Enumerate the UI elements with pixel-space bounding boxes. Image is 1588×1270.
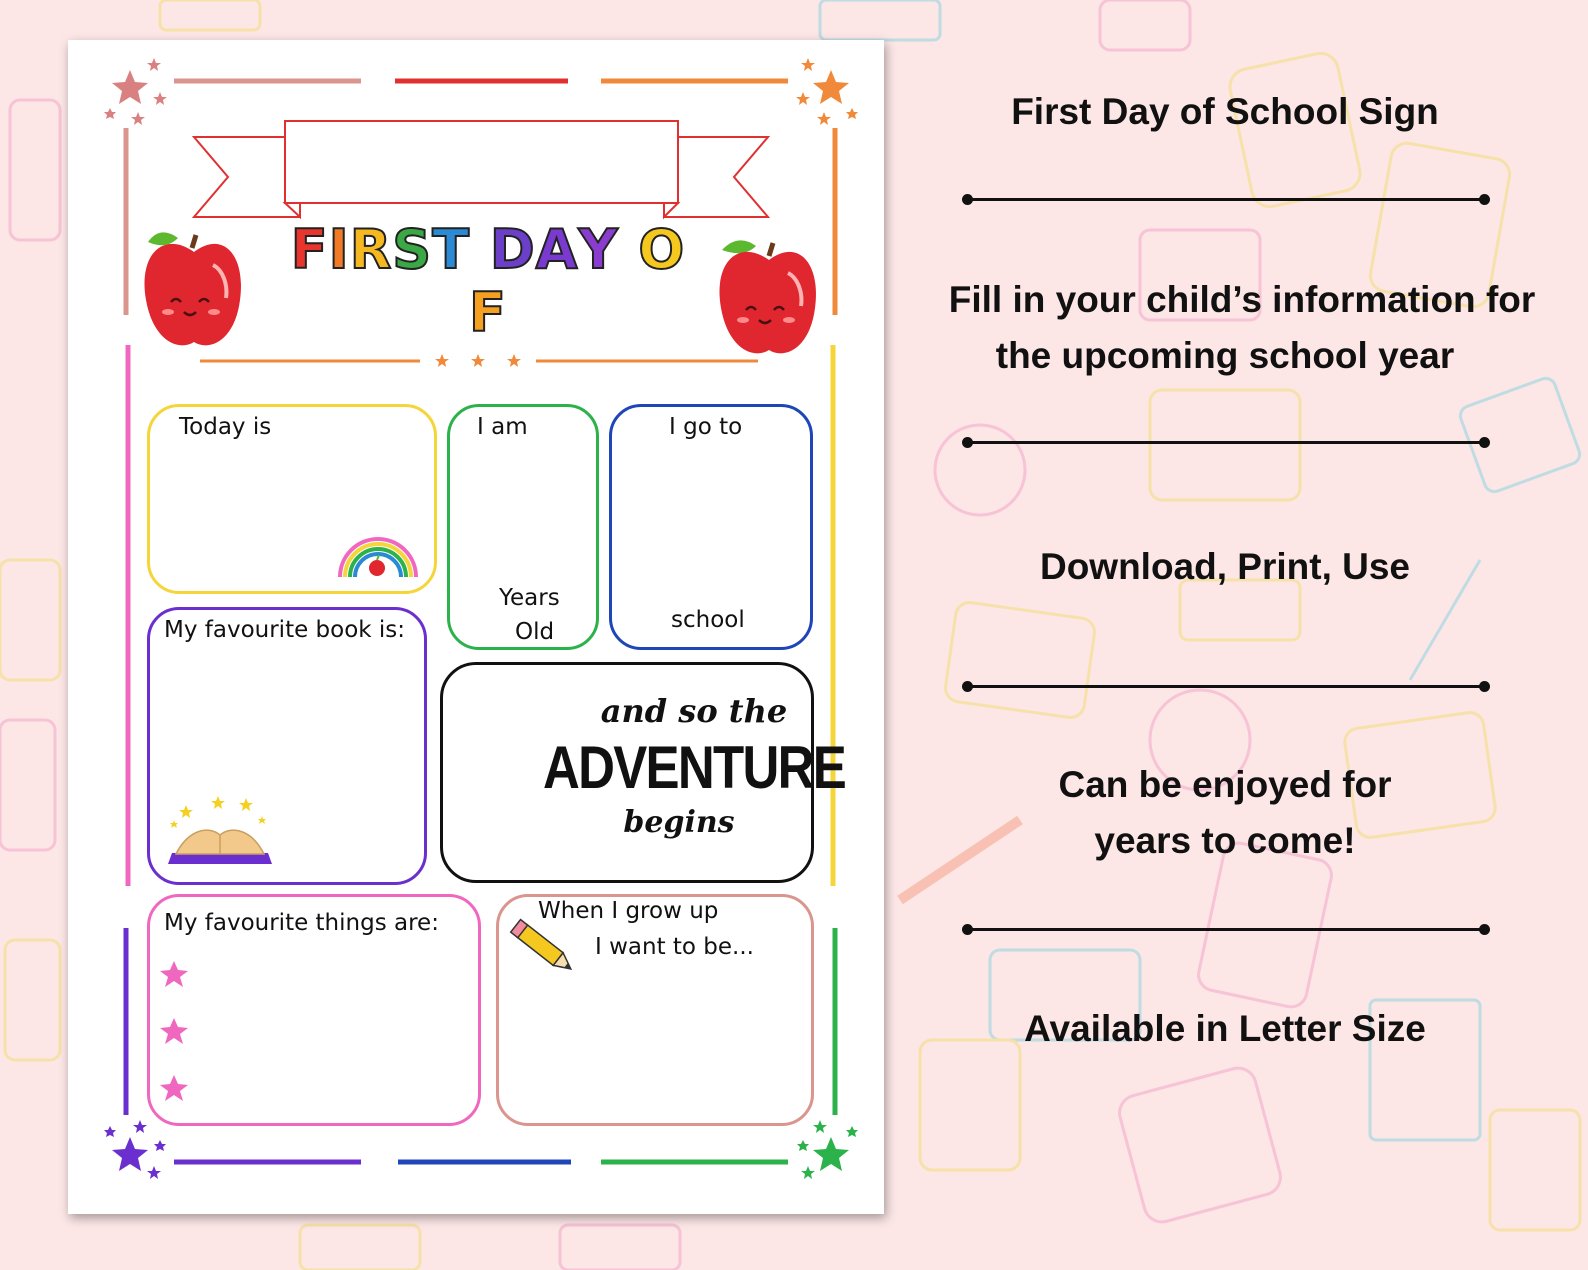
title-letter	[470, 218, 490, 281]
printable-sign-sheet	[68, 40, 884, 1214]
title-letter: T	[432, 218, 471, 281]
title-separator	[200, 354, 758, 367]
title-letter: Y	[578, 218, 619, 281]
star-icon	[846, 108, 858, 119]
star-icon	[104, 108, 116, 119]
age-label-old: Old	[515, 619, 555, 645]
apple-right-icon	[719, 240, 815, 353]
star-icon	[112, 70, 148, 104]
grow-up-label-line-2: I want to be...	[595, 934, 754, 960]
feature-title: First Day of School Sign	[1011, 91, 1439, 132]
star-icon	[131, 112, 145, 125]
star-icon	[435, 354, 449, 367]
star-icon	[797, 1140, 809, 1151]
title-letter: F	[469, 281, 507, 344]
star-icon	[817, 112, 831, 125]
star-icon	[147, 1166, 161, 1179]
adventure-line-3: begins	[623, 805, 735, 840]
favourite-book-box	[147, 607, 427, 885]
title-letter: D	[489, 218, 536, 281]
title-letter: S	[392, 218, 433, 281]
star-cluster-top-left	[104, 58, 167, 125]
star-icon	[801, 1166, 815, 1179]
feature-enjoy-line-1: Can be enjoyed for	[1058, 764, 1392, 805]
star-icon	[801, 58, 815, 71]
grow-up-label-line-1: When I grow up	[538, 898, 719, 924]
star-icon	[796, 92, 810, 105]
divider-3	[967, 685, 1485, 688]
title-letter	[619, 218, 639, 281]
favourite-book-label: My favourite book is:	[164, 617, 406, 643]
feature-fill-in-line-1: Fill in your child’s information for	[948, 279, 1536, 320]
title-letter: I	[328, 218, 350, 281]
star-icon	[153, 92, 167, 105]
feature-download-print-use: Download, Print, Use	[1039, 546, 1411, 587]
favourite-things-label: My favourite things are:	[164, 910, 439, 936]
star-icon	[112, 1137, 148, 1171]
title-letter: F	[290, 218, 329, 281]
star-icon	[813, 1120, 827, 1133]
school-label-bottom: school	[671, 607, 745, 633]
adventure-line-1: and so the	[600, 692, 788, 730]
star-icon	[846, 1126, 858, 1137]
star-icon	[813, 70, 849, 104]
feature-enjoy-line-2: years to come!	[1094, 820, 1356, 861]
star-cluster-bottom-right	[797, 1120, 858, 1179]
divider-4	[967, 928, 1485, 931]
title-letter: R	[349, 218, 393, 281]
feature-list-panel	[900, 0, 1588, 1270]
title-letter: O	[638, 218, 686, 281]
today-label: Today is	[179, 414, 272, 440]
age-box	[447, 404, 599, 650]
feature-fill-in-line-2: the upcoming school year	[995, 335, 1455, 376]
star-icon	[507, 354, 521, 367]
apple-left-icon	[144, 232, 240, 345]
star-cluster-top-right	[796, 58, 858, 125]
star-icon	[813, 1137, 849, 1171]
star-icon	[154, 1140, 166, 1151]
grow-up-box	[496, 894, 814, 1126]
star-cluster-bottom-left	[104, 1120, 166, 1179]
divider-2	[967, 441, 1485, 444]
age-label-top: I am	[477, 414, 528, 440]
school-label-top: I go to	[669, 414, 743, 440]
adventure-line-2: ADVENTURE	[542, 734, 846, 801]
title-first-day-of	[278, 218, 698, 344]
star-icon	[471, 354, 485, 367]
feature-letter-size: Available in Letter Size	[1024, 1008, 1426, 1049]
star-icon	[147, 58, 161, 71]
divider-1	[967, 198, 1485, 201]
star-icon	[104, 1126, 116, 1137]
ribbon-banner	[194, 121, 768, 217]
star-icon	[133, 1120, 147, 1133]
title-letter: A	[535, 218, 579, 281]
age-label-years: Years	[499, 585, 560, 611]
